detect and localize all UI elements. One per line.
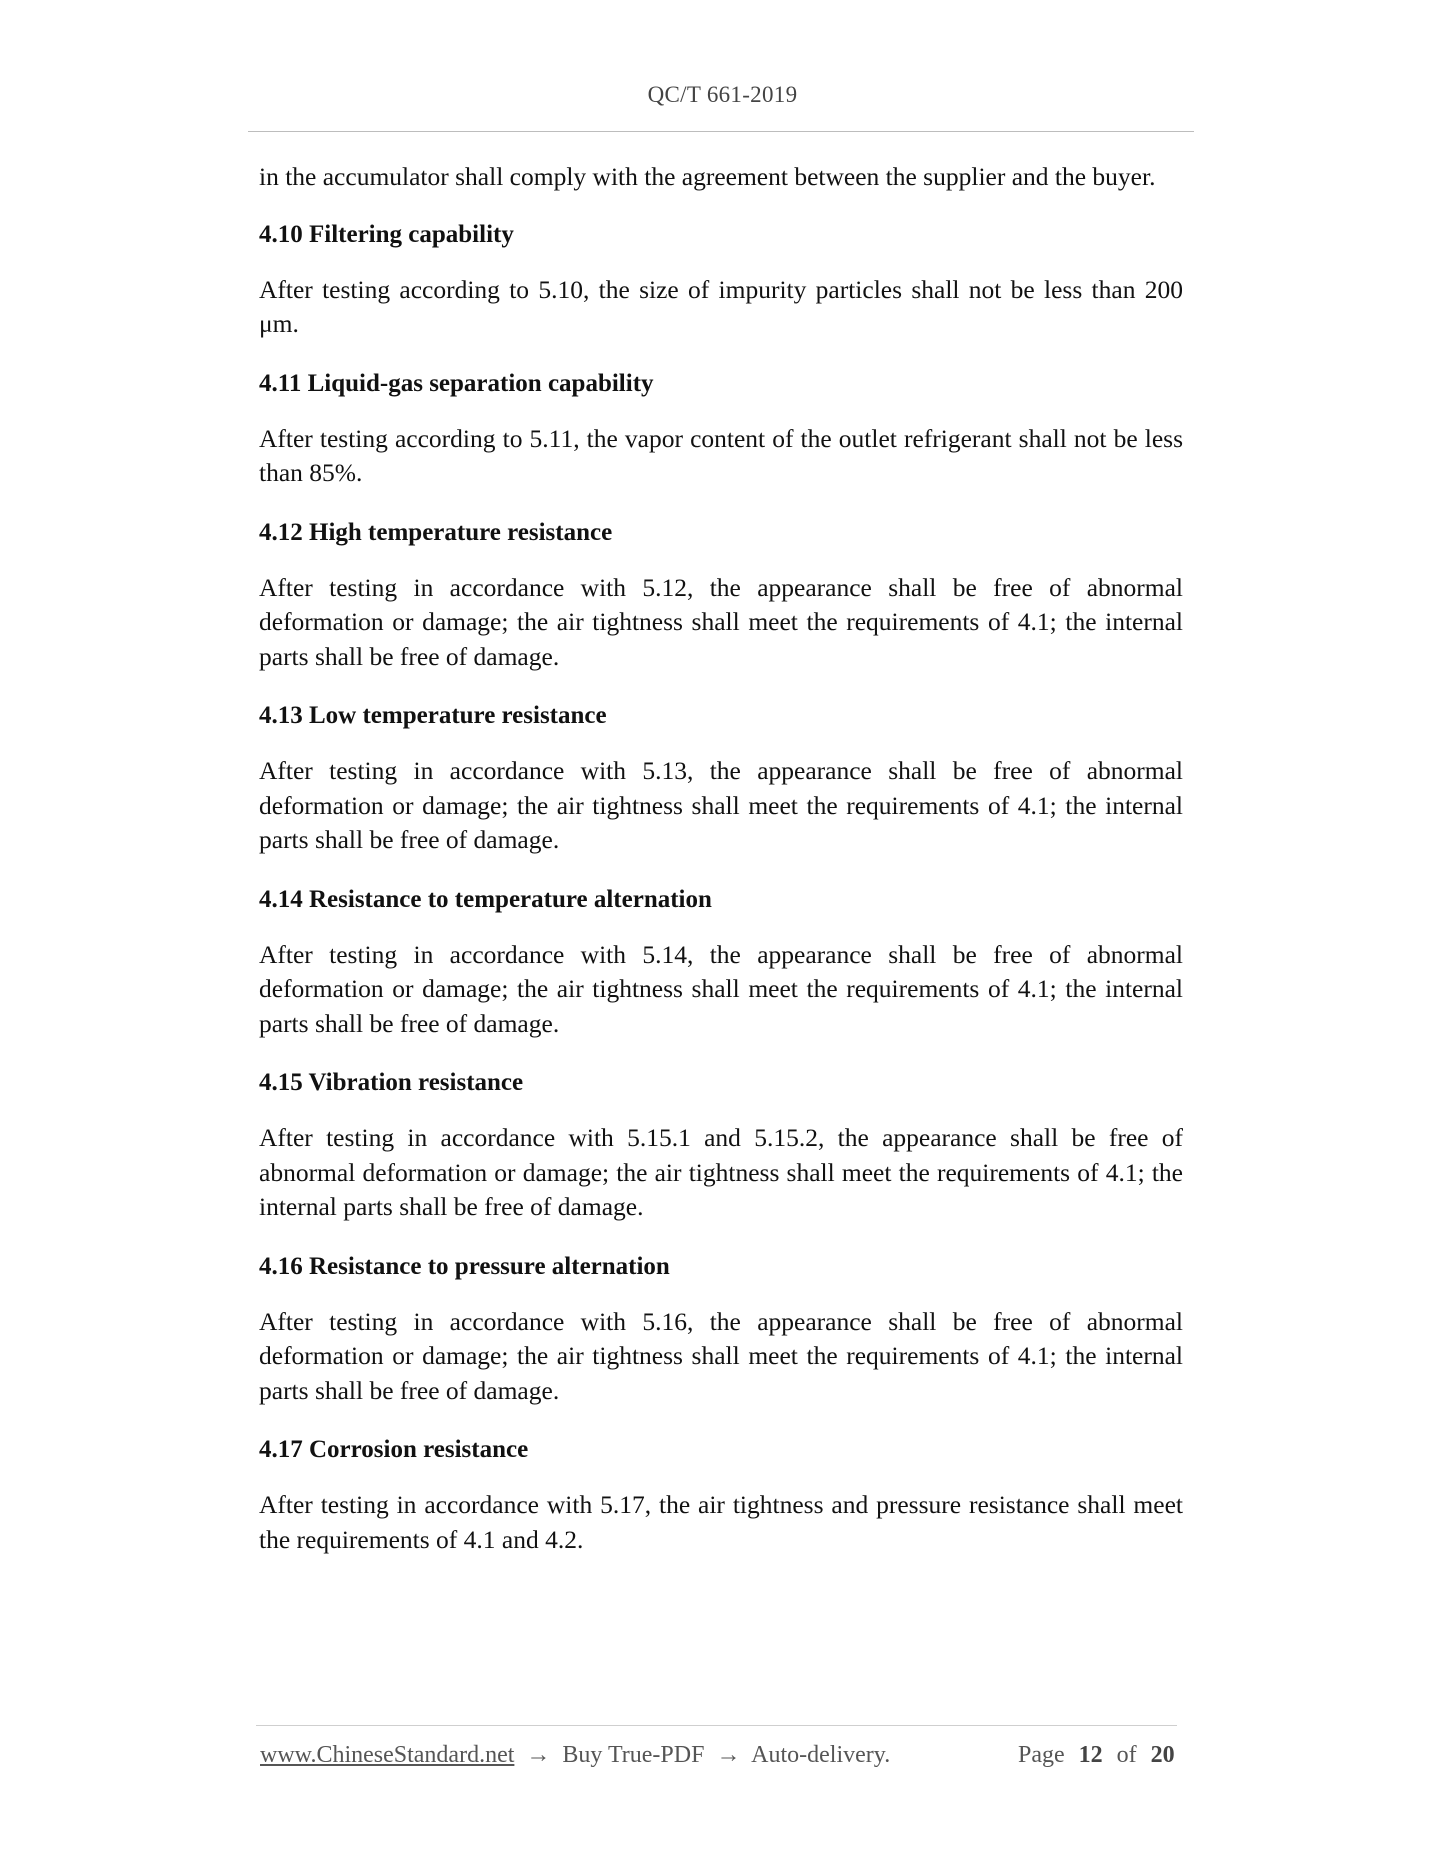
section-4-11 bbox=[259, 368, 1183, 491]
section-4-17 bbox=[259, 1434, 1183, 1557]
page-indicator bbox=[1018, 1742, 1183, 1769]
section-heading: 4.14 Resistance to temperature alternation bbox=[259, 885, 712, 913]
section-paragraph: After testing in accordance with 5.12, the appearance shall be free of abnormal deformation or damage; the air tightness shall meet the requirements of 4.1; the internal parts shall be free of damage. bbox=[259, 572, 1183, 671]
arrow-right-icon: → bbox=[526, 1742, 551, 1768]
section-paragraph: After testing in accordance with 5.13, the appearance shall be free of abnormal deformation or damage; the air tightness shall meet the requirements of 4.1; the internal parts shall be free of damage. bbox=[259, 756, 1183, 854]
page-total: 20 bbox=[1150, 1742, 1175, 1768]
section-paragraph: After testing according to 5.10, the size of impurity particles shall not be less than 200 μm. bbox=[259, 274, 1183, 338]
document-body bbox=[259, 160, 1183, 1583]
section-4-14 bbox=[259, 884, 1183, 1042]
page-label: Page bbox=[1018, 1742, 1065, 1768]
auto-delivery-text: Auto-delivery. bbox=[751, 1742, 891, 1768]
section-heading: 4.10 Filtering capability bbox=[259, 220, 514, 248]
section-heading: 4.12 High temperature resistance bbox=[259, 518, 613, 546]
footer-divider bbox=[256, 1725, 1177, 1726]
section-heading: 4.11 Liquid-gas separation capability bbox=[259, 369, 654, 397]
arrow-right-icon: → bbox=[716, 1742, 741, 1768]
section-paragraph: After testing in accordance with 5.17, the air tightness and pressure resistance shall meet the requirements of 4.1 and 4.2. bbox=[259, 1490, 1183, 1554]
section-paragraph: After testing according to 5.11, the vapor content of the outlet refrigerant shall not be less than 85%. bbox=[259, 423, 1183, 487]
section-heading: 4.15 Vibration resistance bbox=[259, 1069, 524, 1096]
footer-promo bbox=[260, 1742, 890, 1769]
document-code-header: QC/T 661-2019 bbox=[647, 82, 798, 107]
page-of-label: of bbox=[1116, 1742, 1137, 1768]
site-link[interactable]: www.ChineseStandard.net bbox=[260, 1742, 515, 1768]
section-paragraph: After testing in accordance with 5.14, the appearance shall be free of abnormal deformation or damage; the air tightness shall meet the requirements of 4.1; the internal parts shall be free of damage. bbox=[259, 939, 1183, 1038]
section-paragraph: After testing in accordance with 5.16, the appearance shall be free of abnormal deformation or damage; the air tightness shall meet the requirements of 4.1; the internal parts shall be free of damage. bbox=[259, 1306, 1183, 1405]
section-heading: 4.16 Resistance to pressure alternation bbox=[259, 1252, 670, 1280]
section-4-10 bbox=[259, 219, 1183, 342]
section-4-13 bbox=[259, 700, 1183, 858]
continuation-paragraph: in the accumulator shall comply with the agreement between the supplier and the buyer. bbox=[259, 162, 1156, 191]
section-heading: 4.13 Low temperature resistance bbox=[259, 702, 607, 729]
section-paragraph: After testing in accordance with 5.15.1 and 5.15.2, the appearance shall be free of abnormal deformation or damage; the air tightness shall meet the requirements of 4.1; the internal parts shall be free of damage. bbox=[259, 1123, 1183, 1221]
section-4-16 bbox=[259, 1251, 1183, 1409]
buy-pdf-text: Buy True-PDF bbox=[562, 1742, 705, 1768]
section-heading: 4.17 Corrosion resistance bbox=[259, 1436, 529, 1463]
header-divider bbox=[248, 131, 1194, 132]
section-4-12 bbox=[259, 517, 1183, 675]
page-current: 12 bbox=[1078, 1742, 1103, 1768]
section-4-15 bbox=[259, 1067, 1183, 1225]
